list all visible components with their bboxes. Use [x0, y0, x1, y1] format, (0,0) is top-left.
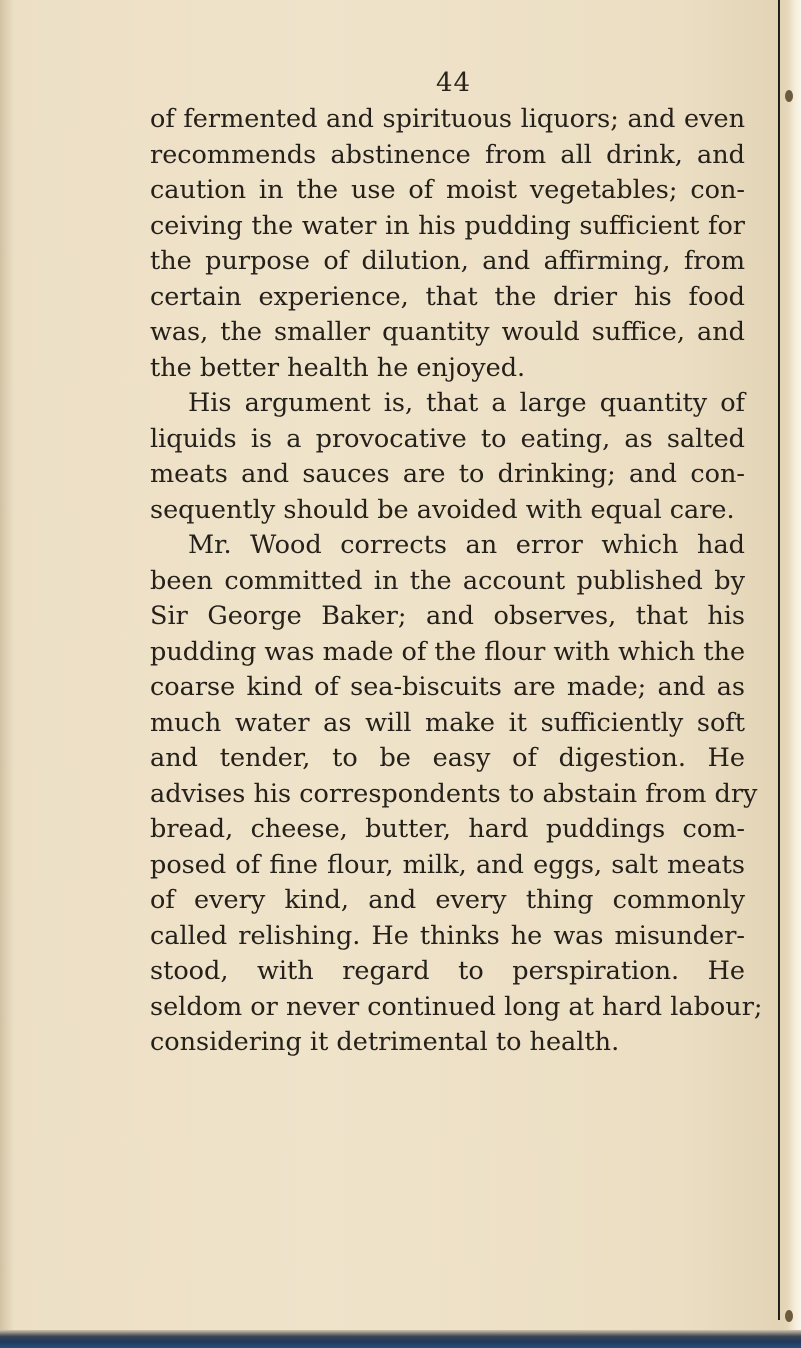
- text-line: ceiving the water in his pudding sufficient for: [150, 210, 745, 241]
- text-line: of fermented and spirituous liquors; and even: [150, 104, 745, 134]
- text-line: of every kind, and every thing commonly: [150, 885, 745, 915]
- text-line: seldom or never continued long at hard labour;: [150, 991, 763, 1022]
- page-number: 44: [436, 68, 472, 98]
- text-line: recommends abstinence from all drink, and: [150, 139, 745, 170]
- body-text: [150, 102, 763, 1061]
- page-edge: [779, 0, 801, 1348]
- text-line: pudding was made of the flour with which the: [150, 636, 746, 667]
- text-line: was, the smaller quantity would suffice, and: [150, 317, 745, 347]
- gutter-shadow: [0, 0, 14, 1348]
- text-line: Sir George Baker; and observes, that his: [150, 601, 745, 631]
- text-line: His argument is, that a large quantity of: [188, 388, 745, 418]
- text-line: much water as will make it sufficiently soft: [150, 707, 745, 738]
- text-line: advises his correspondents to abstain from dry: [150, 778, 758, 809]
- ink-mark: [785, 1310, 793, 1322]
- text-line: posed of fine flour, milk, and eggs, salt meats: [150, 849, 745, 880]
- text-line: the better health he enjoyed.: [150, 352, 526, 383]
- scan-bottom-border: [0, 1330, 801, 1348]
- text-line: caution in the use of moist vegetables; con-: [150, 175, 745, 205]
- text-line: considering it detrimental to health.: [150, 1027, 620, 1057]
- text-line: been committed in the account published by: [150, 565, 745, 596]
- text-line: called relishing. He thinks he was misunder-: [150, 920, 745, 951]
- text-line: Mr. Wood corrects an error which had: [188, 530, 745, 560]
- text-line: liquids is a provocative to eating, as salted: [150, 423, 745, 454]
- text-line: and tender, to be easy of digestion. He: [150, 743, 745, 773]
- ink-mark: [785, 90, 793, 102]
- text-line: stood, with regard to perspiration. He: [150, 956, 745, 986]
- text-line: meats and sauces are to drinking; and con-: [150, 459, 745, 489]
- text-line: bread, cheese, butter, hard puddings com-: [150, 814, 745, 844]
- text-line: the purpose of dilution, and affirming, from: [150, 246, 745, 276]
- text-line: sequently should be avoided with equal care.: [150, 494, 735, 525]
- text-line: certain experience, that the drier his food: [150, 281, 745, 312]
- text-line: coarse kind of sea-biscuits are made; and as: [150, 672, 745, 702]
